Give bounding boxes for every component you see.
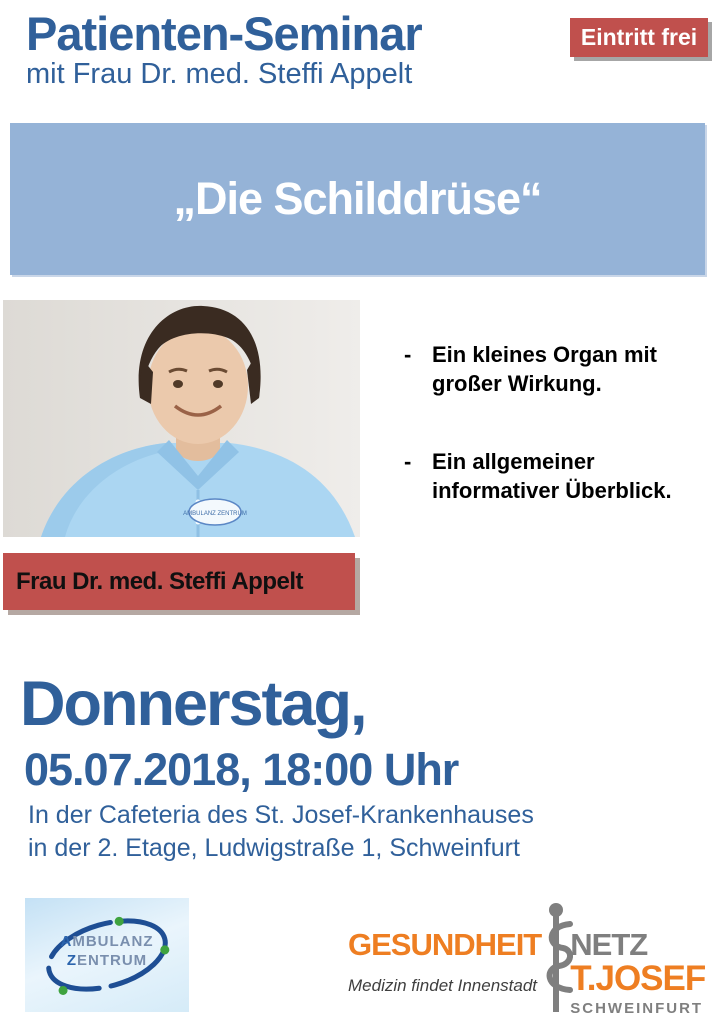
speaker-photo-illustration: [3, 300, 360, 537]
gesundheitsnetz-logo: [348, 902, 705, 1017]
gesundheitsnetz-right: [570, 902, 705, 1017]
bullet-list: [404, 340, 704, 505]
speaker-name-banner: Frau Dr. med. Steffi Appelt: [3, 553, 355, 610]
admission-badge: Eintritt frei: [570, 18, 708, 57]
bullet-item: [404, 340, 704, 398]
gesundheitsnetz-left: [348, 902, 541, 996]
zentrum-word-rest: ENTRUM: [77, 952, 148, 969]
gesundheitsnetz-tagline: Medizin findet Innenstadt: [348, 976, 538, 995]
event-location: [28, 799, 534, 865]
topic-banner: „Die Schilddrüse“: [10, 123, 705, 275]
ambulanz-word-initial: A: [60, 933, 73, 950]
ambulanz-zentrum-logo: [25, 898, 189, 1012]
event-location-line1: In der Cafeteria des St. Josef-Krankenhauses: [28, 801, 534, 829]
bullet-item: [404, 447, 704, 505]
ambulanz-logo-text: [25, 932, 189, 970]
bullet-line: großer Wirkung.: [432, 371, 602, 396]
bullet-text: [432, 447, 672, 505]
ambulanz-word: [25, 932, 189, 951]
asclepius-staff-icon: [539, 902, 573, 1017]
shirt-logo-text: AMBULANZ ZENTRUM: [183, 511, 247, 517]
speaker-photo: [3, 300, 360, 537]
bullet-line: informativer Überblick.: [432, 478, 672, 503]
event-day: Donnerstag,: [20, 669, 366, 739]
zentrum-word: [25, 951, 189, 970]
event-datetime: 05.07.2018, 18:00 Uhr: [24, 744, 459, 795]
ambulanz-word-rest: MBULANZ: [72, 933, 154, 950]
zentrum-word-initial: Z: [66, 952, 77, 969]
bullet-dash: -: [404, 342, 412, 367]
netz-word: NETZ: [570, 927, 648, 962]
stjosef-word: T.JOSEF: [570, 959, 706, 998]
page-subtitle: mit Frau Dr. med. Steffi Appelt: [26, 58, 413, 90]
bullet-line: Ein kleines Organ mit: [432, 342, 657, 367]
gesundheit-word: GESUNDHEIT: [348, 927, 542, 962]
bullet-text: [432, 340, 657, 398]
bullet-line: Ein allgemeiner: [432, 449, 595, 474]
page-title: Patienten-Seminar: [26, 7, 422, 60]
schweinfurt-word: SCHWEINFURT: [570, 1000, 704, 1017]
event-location-line2: in der 2. Etage, Ludwigstraße 1, Schweinfurt: [28, 834, 520, 862]
bullet-dash: -: [404, 449, 412, 474]
